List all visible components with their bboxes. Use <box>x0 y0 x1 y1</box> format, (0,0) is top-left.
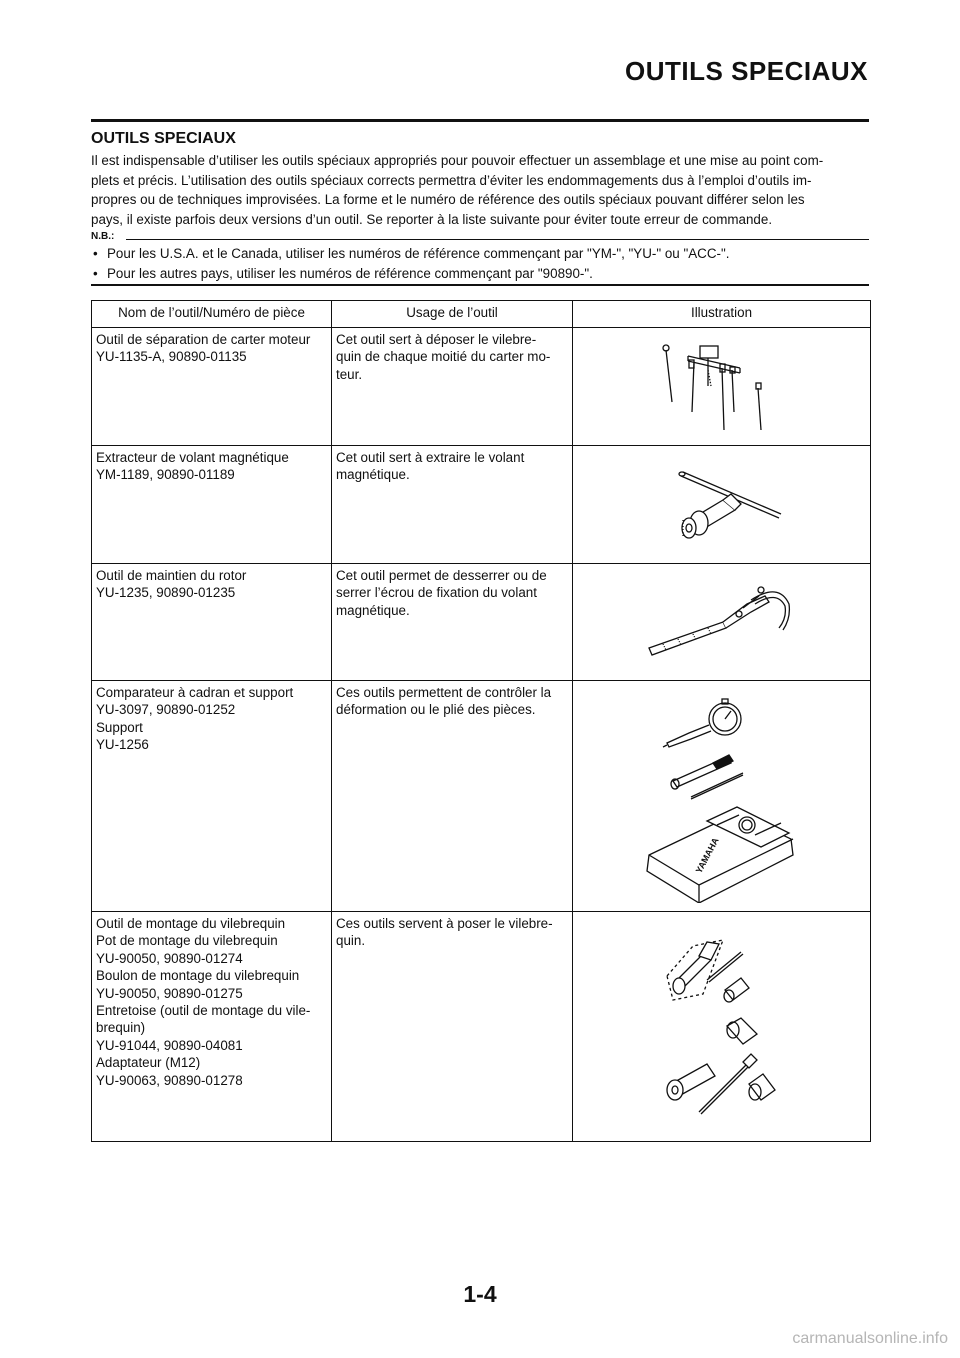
tool-name-line: Outil de montage du vilebrequin <box>96 916 286 931</box>
tool-name-line: Outil de séparation de carter moteur <box>96 332 311 347</box>
watermark: carmanualsonline.info <box>792 1330 948 1347</box>
case-brand-label: YAMAHA <box>693 836 721 875</box>
dial-gauge-and-stand-drawing <box>643 693 803 903</box>
tool-name-line: Support <box>96 719 143 735</box>
note-rule-top <box>126 239 869 240</box>
table-row <box>92 564 871 681</box>
tool-number-line: YM-1189, 90890-01189 <box>96 467 235 483</box>
crankshaft-installer-drawing <box>663 934 793 1134</box>
flywheel-puller-drawing <box>663 466 793 546</box>
note-label: N.B.: <box>91 231 115 242</box>
note-rule-bottom <box>91 284 869 286</box>
tool-name-cell <box>92 681 332 912</box>
tool-name-line: Comparateur à cadran et support <box>96 685 294 700</box>
note-item: • Pour les autres pays, utiliser les numéros de référence commençant par "90890-". <box>91 264 729 284</box>
table-header-row <box>92 301 871 328</box>
table-row <box>92 446 871 564</box>
tool-usage-line: Ces outils servent à poser le vilebre- <box>336 916 553 931</box>
tool-name-line: Adaptateur (M12) <box>96 1055 201 1071</box>
page-header-title: OUTILS SPECIAUX <box>625 56 868 86</box>
tool-usage-line: magnétique. <box>336 602 410 618</box>
tool-illustration-cell <box>573 328 871 446</box>
tool-name-line: brequin) <box>96 1020 146 1036</box>
tool-number-line: YU-1235, 90890-01235 <box>96 585 236 601</box>
tool-name-cell <box>92 564 332 681</box>
section-title: OUTILS SPECIAUX <box>91 130 236 147</box>
tool-name-line: Outil de maintien du rotor <box>96 568 247 583</box>
page-number: 1-4 <box>463 1281 497 1307</box>
header-rule <box>91 119 869 122</box>
column-header-name: Nom de l’outil/Numéro de pièce <box>92 301 332 328</box>
intro-line: propres ou de techniques improvisées. La forme et le numéro de référence des outils spéciaux pouvant différer selon les <box>91 192 805 208</box>
tool-usage-cell <box>332 328 573 446</box>
tool-usage-line: Cet outil sert à extraire le volant <box>336 450 525 465</box>
rotor-holding-tool-drawing <box>643 578 793 668</box>
tool-name-cell <box>92 446 332 564</box>
special-tools-table <box>91 300 871 1142</box>
tool-number-line: YU-91044, 90890-04081 <box>96 1037 243 1053</box>
tool-illustration-cell <box>573 681 871 912</box>
tool-usage-cell <box>332 912 573 1142</box>
separator-body <box>688 346 740 373</box>
tool-usage-cell <box>332 446 573 564</box>
crankcase-separating-tool-drawing <box>658 340 778 440</box>
installer-set-upper <box>667 940 749 1002</box>
tool-illustration-cell <box>573 912 871 1142</box>
holder-arms <box>723 587 789 630</box>
tool-illustration-cell <box>573 446 871 564</box>
puller-body <box>682 494 741 538</box>
table-row <box>92 328 871 446</box>
tool-name-line: Extracteur de volant magnétique <box>96 450 289 465</box>
tool-usage-line: teur. <box>336 366 363 382</box>
tool-name-line: Boulon de montage du vilebrequin <box>96 968 300 984</box>
holder-handle <box>649 622 726 655</box>
tool-usage-line: quin de chaque moitié du carter mo- <box>336 349 551 365</box>
tool-number-line: YU-90050, 90890-01274 <box>96 950 243 966</box>
intro-paragraph <box>91 151 869 229</box>
tool-usage-line: magnétique. <box>336 467 410 483</box>
tool-name-line: Pot de montage du vilebrequin <box>96 933 278 949</box>
column-header-illustration: Illustration <box>573 301 871 328</box>
tool-number-line: YU-1135-A, 90890-01135 <box>96 349 247 365</box>
table-row <box>92 681 871 912</box>
intro-line: Il est indispensable d’utiliser les outils spéciaux appropriés pour pouvoir effectuer un assemblage et une mise au point com- <box>91 153 824 168</box>
tool-name-line: Entretoise (outil de montage du vile- <box>96 1003 311 1019</box>
tool-number-line: YU-90050, 90890-01275 <box>96 985 243 1001</box>
tool-name-cell <box>92 912 332 1142</box>
tool-usage-line: serrer l’écrou de fixation du volant <box>336 585 537 601</box>
storage-case <box>647 807 793 903</box>
tool-usage-line: Cet outil permet de desserrer ou de <box>336 568 547 583</box>
dial-gauge <box>663 699 741 747</box>
tool-number-line: YU-90063, 90890-01278 <box>96 1072 243 1088</box>
tool-usage-cell <box>332 564 573 681</box>
note-item: • Pour les U.S.A. et le Canada, utiliser les numéros de référence commençant par "YM-", "YU-" ou "ACC-". <box>91 244 729 264</box>
tool-usage-line: déformation ou le plié des pièces. <box>336 702 536 718</box>
tool-usage-line: Ces outils permettent de contrôler la <box>336 685 552 700</box>
tool-illustration-cell <box>573 564 871 681</box>
tool-name-cell <box>92 328 332 446</box>
tool-number-line: YU-3097, 90890-01252 <box>96 702 236 718</box>
column-header-usage: Usage de l’outil <box>332 301 573 328</box>
installer-set-lower <box>667 1018 775 1114</box>
tool-number-line: YU-1256 <box>96 737 149 753</box>
intro-line: pays, il existe parfois deux versions d’un outil. Se reporter à la liste suivante pour éviter toute erreur de commande. <box>91 211 773 227</box>
tool-usage-cell <box>332 681 573 912</box>
tool-usage-line: quin. <box>336 933 366 949</box>
intro-line: plets et précis. L’utilisation des outils spéciaux corrects permettra d’éviter les endommagements dus à l’emploi d’outils im- <box>91 172 812 188</box>
table-row <box>92 912 871 1142</box>
gauge-stand-rods <box>671 755 743 799</box>
tool-usage-line: Cet outil sert à déposer le vilebre- <box>336 332 537 347</box>
note-list <box>91 244 729 283</box>
